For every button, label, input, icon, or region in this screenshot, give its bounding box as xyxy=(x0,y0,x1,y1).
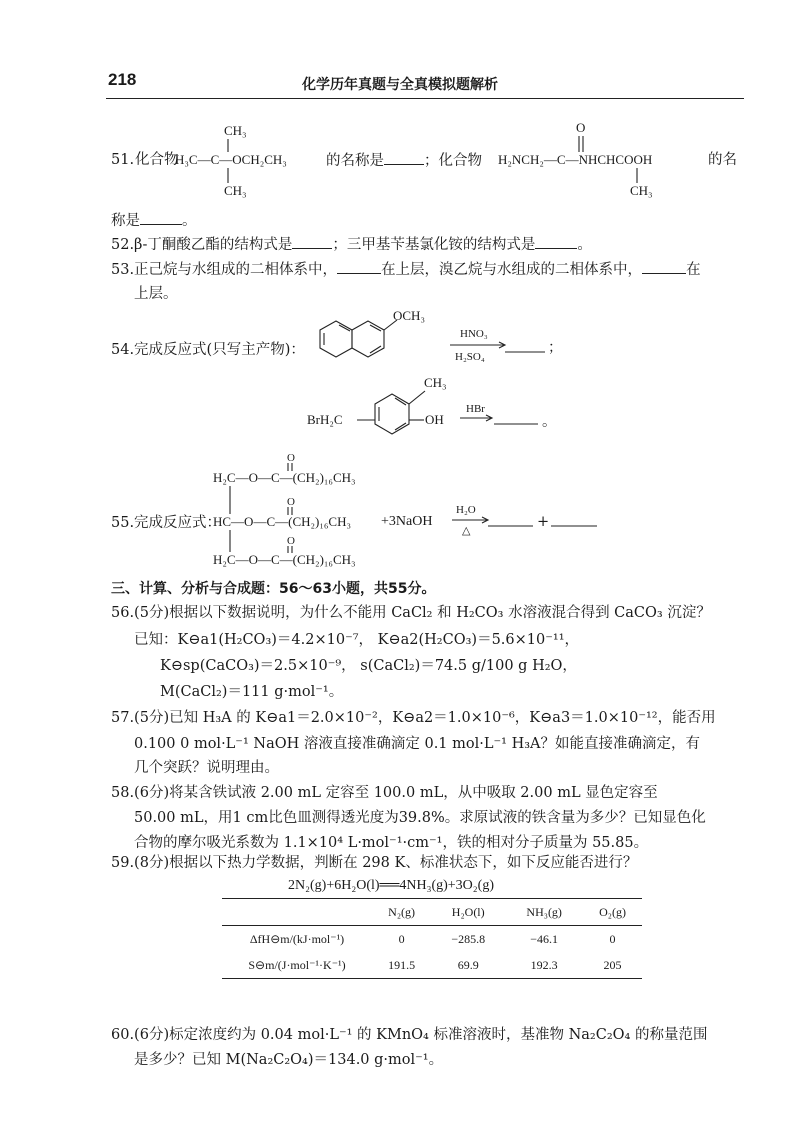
section-3-title: 三、计算、分析与合成题：56～63小题，共55分。 xyxy=(111,581,436,597)
q54-semicolon: ； xyxy=(548,340,563,356)
q54-reagent-top: HNO₃ xyxy=(460,328,488,340)
q54-r2-right: OH xyxy=(425,412,444,427)
q51-chem1-top: CH₃ xyxy=(224,123,247,138)
q55-cond-bottom: △ xyxy=(462,525,471,537)
q58-line3: 合物的摩尔吸光系数为 1.1×10⁴ L·mol⁻¹·cm⁻¹，铁的相对分子质量为 55.85。 xyxy=(134,835,649,851)
q51-line2: 称是 。 xyxy=(111,210,197,231)
table-cell: 0 xyxy=(609,931,616,946)
table-cell: ΔfH⊖m/(kJ·mol⁻¹) xyxy=(249,931,345,946)
q56-line3: K⊖sp(CaCO₃)＝2.5×10⁻⁹， s(CaCl₂)＝74.5 g/100 g H₂O， xyxy=(160,658,577,674)
table-cell: 191.5 xyxy=(388,957,416,972)
table-cell: S⊖m/(J·mol⁻¹·K⁻¹) xyxy=(248,957,346,972)
q55-label: 55.完成反应式： xyxy=(111,515,222,531)
q51-chem1-main: H₃C—C—OCH₂CH₃ xyxy=(175,152,287,167)
q57-line1: 57.(5分)已知 H₃A 的 K⊖a1＝2.0×10⁻²，K⊖a2＝1.0×10⁻⁶，K⊖a3＝1.0×10⁻¹²，能否用 xyxy=(111,710,716,726)
methyl-bond xyxy=(409,391,425,404)
q55-naoh: +3NaOH xyxy=(381,514,433,529)
q54-r2-reagent: HBr xyxy=(466,403,485,415)
q51-chem2-bottom: CH₃ xyxy=(630,183,653,198)
q55-o2: O xyxy=(287,496,295,508)
q55-row3: H₂C—O—C—(CH₂)₁₆CH₃ xyxy=(213,552,356,567)
q51-mid: 的名称是 ；化合物 xyxy=(326,150,482,171)
q60-line2: 是多少？已知 M(Na₂C₂O₄)＝134.0 g·mol⁻¹。 xyxy=(134,1052,444,1068)
q53-line2: 上层。 xyxy=(134,286,178,302)
q55-row1: H₂C—O—C—(CH₂)₁₆CH₃ xyxy=(213,470,356,485)
q54-och3: OCH₃ xyxy=(393,308,425,323)
table-cell: 192.3 xyxy=(530,957,558,972)
page-number: 218 xyxy=(108,70,137,89)
q58-line1: 58.(6分)将某含铁试液 2.00 mL 定容至 100.0 mL，从中吸取 2.00 mL 显色定容至 xyxy=(111,785,658,801)
q51-chem1-bottom: CH₃ xyxy=(224,183,247,198)
q57-line2: 0.100 0 mol·L⁻¹ NaOH 溶液直接准确滴定 0.1 mol·L⁻¹ H₃A？如能直接准确滴定，有 xyxy=(134,736,700,752)
q60-line1: 60.(6分)标定浓度约为 0.04 mol·L⁻¹ 的 KMnO₄ 标准溶液时，基准物 Na₂C₂O₄ 的称量范围 xyxy=(111,1027,708,1043)
q51-tail: 的名 xyxy=(708,152,737,168)
naphthalene-ring-left xyxy=(320,321,352,357)
q55-row2: HC—O—C—(CH₂)₁₆CH₃ xyxy=(213,514,352,529)
q53-text: 53.正己烷与水组成的二相体系中， 在上层，溴乙烷与水组成的二相体系中， 在 xyxy=(111,259,701,280)
table-header-cell: NH₃(g) xyxy=(526,904,562,919)
table-cell: 0 xyxy=(398,931,405,946)
q59-line1: 59.(8分)根据以下热力学数据，判断在 298 K、标准状态下，如下反应能否进行？ xyxy=(111,855,638,871)
table-cell: 205 xyxy=(603,957,622,972)
table-header-cell: O₂(g) xyxy=(599,904,626,919)
q59-equation: 2N₂(g)+6H₂O(l)══4NH₃(g)+3O₂(g) xyxy=(288,878,495,893)
q57-line3: 几个突跃？说明理由。 xyxy=(134,760,279,776)
q51-chem2-main: H₂NCH₂—C—NHCHCOOH xyxy=(498,152,653,167)
q51-chem2-top: O xyxy=(576,120,586,135)
q56-line1: 56.(5分)根据以下数据说明，为什么不能用 CaCl₂ 和 H₂CO₃ 水溶液混合得到 CaCO₃ 沉淀？ xyxy=(111,605,711,621)
q54-r2-end: 。 xyxy=(542,414,557,430)
table-cell: −46.1 xyxy=(530,931,559,946)
q54-reagent-bottom: H₂SO₄ xyxy=(455,351,485,363)
naphthalene-ring-right xyxy=(352,321,384,357)
q51-number: 51. xyxy=(111,152,135,168)
q55-o3: O xyxy=(287,535,295,547)
cresol-ring xyxy=(375,394,409,434)
q58-line2: 50.00 mL，用1 cm比色皿测得透光度为39.8%。求原试液的铁含量为多少？已知显色化 xyxy=(134,810,706,826)
q52-text: 52.β-丁酮酸乙酯的结构式是 ；三甲基苄基氯化铵的结构式是 。 xyxy=(111,234,592,255)
q51-lead: 化合物 xyxy=(135,152,179,168)
q55-plus: + xyxy=(537,514,550,530)
table-header-cell: N₂(g) xyxy=(388,904,416,919)
q55-cond-top: H₂O xyxy=(456,504,476,516)
table-cell: −285.8 xyxy=(451,931,486,946)
table-cell: 69.9 xyxy=(457,957,479,972)
q54-r2-left: BrH₂C xyxy=(307,412,343,427)
q56-line4: M(CaCl₂)＝111 g·mol⁻¹。 xyxy=(160,684,344,700)
book-title: 化学历年真题与全真模拟题解析 xyxy=(302,77,498,93)
table-header-cell: H₂O(l) xyxy=(451,904,485,919)
q56-line2: 已知：K⊖a1(H₂CO₃)＝4.2×10⁻⁷， K⊖a2(H₂CO₃)＝5.6×10⁻¹¹， xyxy=(134,632,580,648)
q54-label: 54.完成反应式(只写主产物)： xyxy=(111,342,305,358)
och3-bond xyxy=(384,320,397,330)
q55-o1: O xyxy=(287,452,295,464)
q54-r2-methyl: CH₃ xyxy=(424,375,447,390)
